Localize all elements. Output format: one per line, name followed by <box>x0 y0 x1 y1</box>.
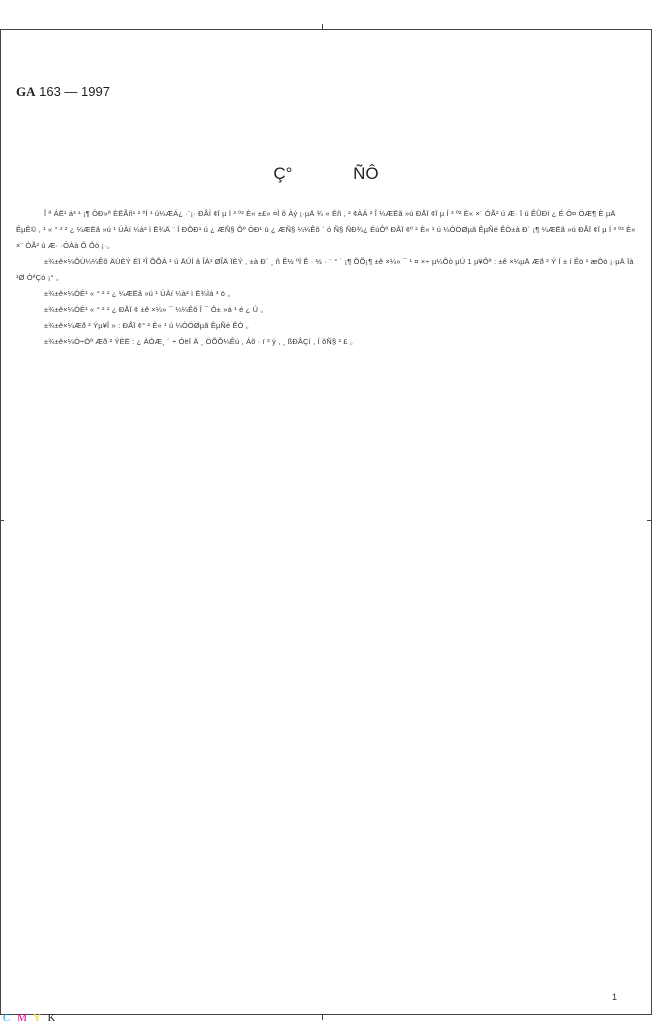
standard-prefix: GA <box>16 84 36 99</box>
crop-mark-left <box>0 520 4 521</box>
magenta-mark: M <box>17 1012 29 1024</box>
black-mark: K <box>47 1012 58 1024</box>
yellow-mark: Y <box>33 1012 43 1024</box>
page-number: 1 <box>612 992 618 1002</box>
foreword-body <box>16 206 636 350</box>
crop-mark-right <box>647 520 651 521</box>
cmyk-registration-marks <box>3 1012 57 1024</box>
standard-number: 163 — 1997 <box>39 84 110 99</box>
standard-code <box>16 84 110 100</box>
paragraph: ±¾±ê×¼ÓÉ¹ « ° ² ² ¿ ÐÅÏ ¢ ±ê ×¼» ¯ ¼¼Êõ Î ¯ Ô± »á ¹ é ¿ Ú 。 <box>44 305 268 314</box>
paragraph: ±¾±ê×¼Ö÷Òª Æð ² ÝÈË : ¿ ÀÓÆ¸ ´ ÷ ÓëÏ Ä ¸ ÖÕÕ¼Êú , Áõ · ï ² ý , ¸ ßÐÂÇí , Í õÑ§ ² £ 。 <box>44 337 358 346</box>
crop-mark-bottom <box>322 1014 323 1020</box>
paragraph: ±¾±ê×¼ÔÚ¼¼Êõ ÄÚÈÝ ÉÏ ²Î ÕÕÁ ¹ ú ÄÚÍ â ÎÀ¹ ØÎÄ ÏÈÝ , ±à Ð´ ¸ ñ Ê½ ºÍ Ê · ½ · ¨ ° ´ ¡¶ ÕÕ¡¶ ±ê ×¼» ¯ ¹ ¤ ×÷ µ¼Ôò µÚ 1 µ¥Ôª : ±ê ×¼µÄ Æð ² Ý Í ± í Êö ¹ æÔò ¡·µÄ Ïà ¹Ø ÒªÇó ¡° 。 <box>16 257 634 282</box>
page-frame-top <box>0 29 652 30</box>
paragraph: ±¾±ê×¼ÓÉ¹ « ° ² ² ¿ ¼ÆËã »ú ¹ ÜÀí ¼à² ì Ë¾Ìá ³ ö 。 <box>44 289 235 298</box>
paragraph: ±¾±ê×¼Æð ² Ýµ¥Î » : ÐÅÏ ¢° ² È« ¹ ú ¼ÒÖØµã ÊµÑé ÊÒ 。 <box>44 321 254 330</box>
paragraph: Î ª ÁË¹ á³ ¹ ¡¶ ÖÐ»ª ÈËÃñ¹ ² ºÍ ¹ ú¼ÆÁ¿ ·¨¡· ÐÂÌ ¢Ï µ Í ³ º² È« ±£» ¤Ì õ Àý ¡·µÄ ¾ « Éñ , ² ¢ÀÁ ² Î ¼ÆËã »ú ÐÅÏ ¢Ï µ Í ³ º² È« ×¨ ÓÃ² ú Æ· Ï ú ÊÛÐí ¿ É Ö¤ ÖÆ¶ È µÄ ÊµÊ© , ¹ « ° ² ² ¿ ¼ÆËã »ú ¹ ÜÀí ¼à² ì Ë¾Ä ¨ Í ÐÔÐ¹ ú ¿ ÆÑ§ Ôº ÖÐ¹ ú ¿ ÆÑ§ ¼¼Êõ ´ ó Ñ§ ÑÐ¾¿ ÉúÔº ÐÅÏ ¢º ² È« ¹ ú ¼ÒÖØµã ÊµÑé ÊÒ±à Ð´ ¡¶ ¼ÆËã »ú ÐÅÏ ¢Ï µ Í ³ º² È« ×¨ ÓÃ² ú Æ· ·ÖÀà Ô Ôò ¡·。 <box>16 209 636 250</box>
page-title: Ç° ÑÔ <box>273 164 379 183</box>
page-frame-bottom <box>0 1014 652 1015</box>
crop-mark-top <box>322 24 323 30</box>
cyan-mark: C <box>3 1012 13 1024</box>
